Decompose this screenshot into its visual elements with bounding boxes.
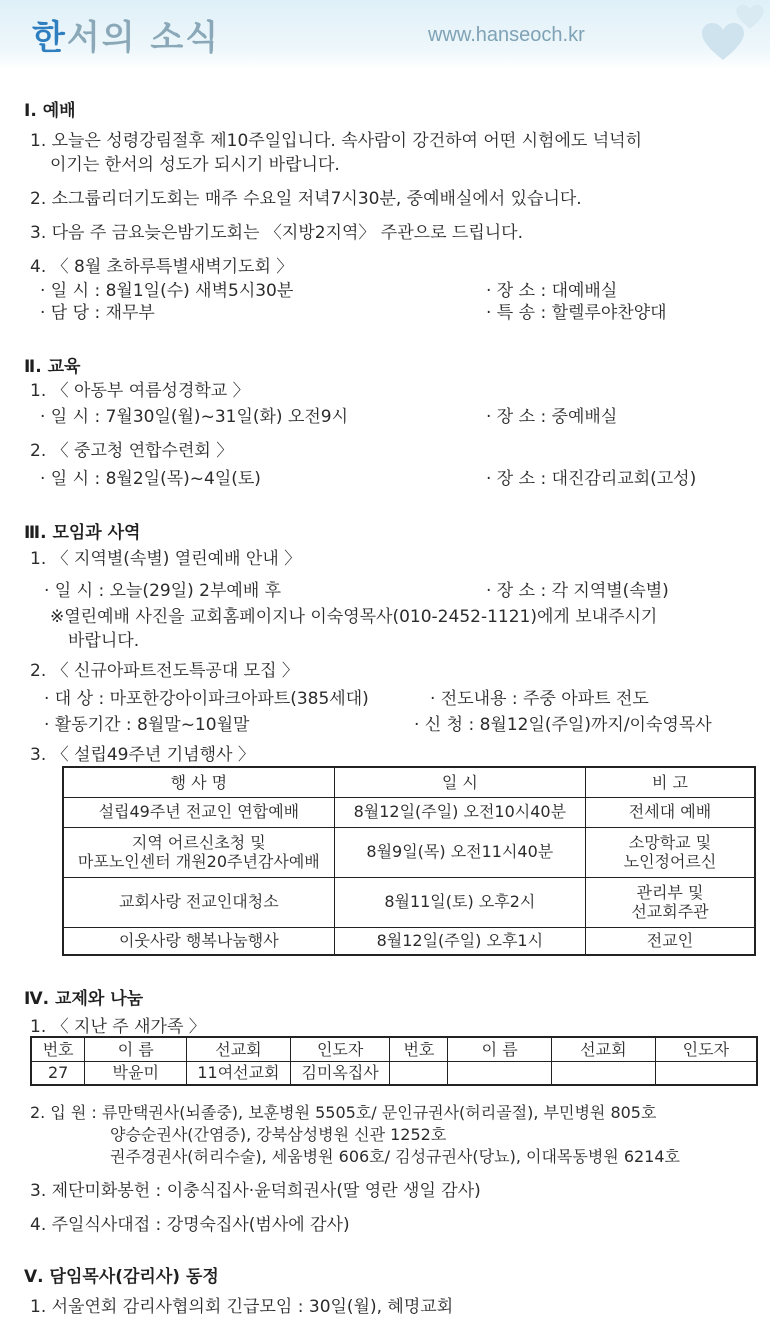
gatherings-item-1-date: · 일 시 : 오늘(29일) 2부예배 후 (44, 581, 282, 601)
section-heading-gatherings: Ⅲ. 모임과 사역 (24, 523, 141, 543)
family-header-cell: 번호 (390, 1037, 448, 1061)
family-header-cell: 인도자 (290, 1037, 390, 1061)
table-row (63, 827, 755, 877)
event-note: 노인정어르신 (623, 852, 717, 871)
family-cell (390, 1061, 448, 1085)
event-name-cell (63, 827, 334, 877)
worship-item-4-place: · 장 소 : 대예배실 (486, 281, 618, 301)
event-date-cell: 8월12일(주일) 오전10시40분 (334, 797, 585, 827)
event-note: 전세대 예배 (628, 802, 712, 822)
table-header-cell: 일 시 (334, 767, 585, 797)
family-header-cell: 번호 (31, 1037, 85, 1061)
section-heading-pastor: Ⅴ. 담임목사(감리사) 동정 (24, 1267, 219, 1287)
event-name-cell (63, 797, 334, 827)
family-cell (655, 1061, 757, 1085)
family-cell: 김미옥집사 (290, 1061, 390, 1085)
event-note-cell (585, 827, 755, 877)
gatherings-item-2-period: · 활동기간 : 8월말~10월말 (44, 715, 250, 735)
event-name: 이웃사랑 행복나눔행사 (119, 931, 279, 951)
education-item-1-place: · 장 소 : 중예배실 (486, 407, 618, 427)
education-item-1-date: · 일 시 : 7월30일(월)~31일(화) 오전9시 (40, 407, 349, 427)
family-header-cell: 이 름 (85, 1037, 187, 1061)
fellowship-item-1: 1. 〈 지난 주 새가족 〉 (30, 1017, 206, 1037)
fellowship-item-2-line3: 권주경권사(허리수술), 세움병원 606호/ 김성규권사(당뇨), 이대목동병원 6214호 (110, 1147, 680, 1166)
table-header-cell: 비 고 (585, 767, 755, 797)
new-family-table (30, 1036, 758, 1086)
family-header-cell: 이 름 (448, 1037, 552, 1061)
family-cell (448, 1061, 552, 1085)
gatherings-item-2-apply: · 신 청 : 8월12일(주일)까지/이숙영목사 (414, 715, 712, 735)
event-name: 교회사랑 전교인대청소 (119, 892, 279, 912)
gatherings-item-2-target: · 대 상 : 마포한강아이파크아파트(385세대) (44, 689, 369, 709)
table-header-row (63, 767, 755, 797)
worship-item-1-line2: 이기는 한서의 성도가 되시기 바랍니다. (50, 155, 340, 175)
event-note: 선교회주관 (631, 902, 709, 921)
worship-item-4-song: · 특 송 : 할렐루야찬양대 (486, 303, 667, 323)
gatherings-item-3: 3. 〈 설립49주년 기념행사 〉 (30, 745, 255, 765)
worship-item-4: 4. 〈 8월 초하루특별새벽기도회 〉 (30, 257, 294, 277)
family-cell: 27 (31, 1061, 85, 1085)
gatherings-item-2-content: · 전도내용 : 주중 아파트 전도 (430, 689, 649, 709)
event-name-cell (63, 877, 334, 927)
table-row (63, 927, 755, 955)
family-cell: 11여선교회 (187, 1061, 291, 1085)
family-header-cell: 선교회 (187, 1037, 291, 1061)
worship-item-4-date: · 일 시 : 8월1일(수) 새벽5시30분 (40, 281, 294, 301)
gatherings-item-1-note-line2: 바랍니다. (68, 631, 140, 651)
title-first-char: 한 (32, 18, 67, 58)
event-note: 관리부 및 (636, 882, 704, 902)
fellowship-item-3: 3. 제단미화봉헌 : 이충식집사·윤덕희권사(딸 영란 생일 감사) (30, 1181, 481, 1201)
event-name: 지역 어르신초청 및 (131, 832, 266, 852)
gatherings-item-1-place: · 장 소 : 각 지역별(속별) (486, 581, 669, 601)
newsletter-title (32, 10, 220, 59)
worship-item-2: 2. 소그룹리더기도회는 매주 수요일 저녁7시30분, 중예배실에서 있습니다. (30, 189, 582, 209)
family-cell: 박윤미 (85, 1061, 187, 1085)
event-note: 소망학교 및 (628, 832, 712, 852)
family-header-row (31, 1037, 757, 1061)
education-item-2-date: · 일 시 : 8월2일(목)~4일(토) (40, 469, 261, 489)
pastor-item-1: 1. 서울연회 감리사협의회 긴급모임 : 30일(월), 혜명교회 (30, 1297, 454, 1317)
section-heading-worship: Ⅰ. 예배 (24, 101, 76, 121)
fellowship-item-2-line1: 2. 입 원 : 류만택권사(뇌졸중), 보훈병원 5505호/ 문인규권사(허리골절), 부민병원 805호 (30, 1103, 657, 1122)
event-date-cell: 8월12일(주일) 오후1시 (334, 927, 585, 955)
worship-item-3: 3. 다음 주 금요늦은밤기도회는 〈지방2지역〉 주관으로 드립니다. (30, 223, 523, 243)
worship-item-4-staff: · 담 당 : 재무부 (40, 303, 155, 323)
family-header-cell: 선교회 (552, 1037, 656, 1061)
header-banner (0, 0, 770, 70)
event-note-cell (585, 797, 755, 827)
heart-icon (735, 4, 765, 30)
section-heading-education: Ⅱ. 교육 (24, 357, 81, 377)
fellowship-item-2-line2: 양승순권사(간염증), 강북삼성병원 신관 1252호 (110, 1125, 447, 1144)
website-url[interactable]: www.hanseoch.kr (428, 24, 585, 46)
event-note-cell (585, 927, 755, 955)
event-date-cell: 8월9일(목) 오전11시40분 (334, 827, 585, 877)
family-cell (552, 1061, 656, 1085)
table-header-cell: 행 사 명 (63, 767, 334, 797)
gatherings-item-2: 2. 〈 신규아파트전도특공대 모집 〉 (30, 661, 299, 681)
family-header-cell: 인도자 (655, 1037, 757, 1061)
event-name-cell (63, 927, 334, 955)
title-rest: 서의 소식 (66, 18, 221, 58)
education-item-2: 2. 〈 중고청 연합수련회 〉 (30, 441, 234, 461)
anniversary-events-table (62, 766, 756, 956)
event-name: 마포노인센터 개원20주년감사예배 (77, 852, 320, 871)
gatherings-item-1: 1. 〈 지역별(속별) 열린예배 안내 〉 (30, 549, 302, 569)
event-note-cell (585, 877, 755, 927)
event-date-cell: 8월11일(토) 오후2시 (334, 877, 585, 927)
fellowship-item-4: 4. 주일식사대접 : 강명숙집사(범사에 감사) (30, 1215, 350, 1235)
table-row (63, 877, 755, 927)
table-row (63, 797, 755, 827)
worship-item-1-line1: 1. 오늘은 성령강림절후 제10주일입니다. 속사람이 강건하여 어떤 시험에도 넉넉히 (30, 131, 642, 151)
gatherings-item-1-note-line1: ※열린예배 사진을 교회홈페이지나 이숙영목사(010-2452-1121)에게 보내주시기 (50, 607, 658, 627)
event-note: 전교인 (646, 931, 694, 951)
education-item-2-place: · 장 소 : 대진감리교회(고성) (486, 469, 697, 489)
table-row (31, 1061, 757, 1085)
section-heading-fellowship: Ⅳ. 교제와 나눔 (24, 989, 144, 1009)
event-name: 설립49주년 전교인 연합예배 (98, 802, 300, 822)
education-item-1: 1. 〈 아동부 여름성경학교 〉 (30, 381, 250, 401)
